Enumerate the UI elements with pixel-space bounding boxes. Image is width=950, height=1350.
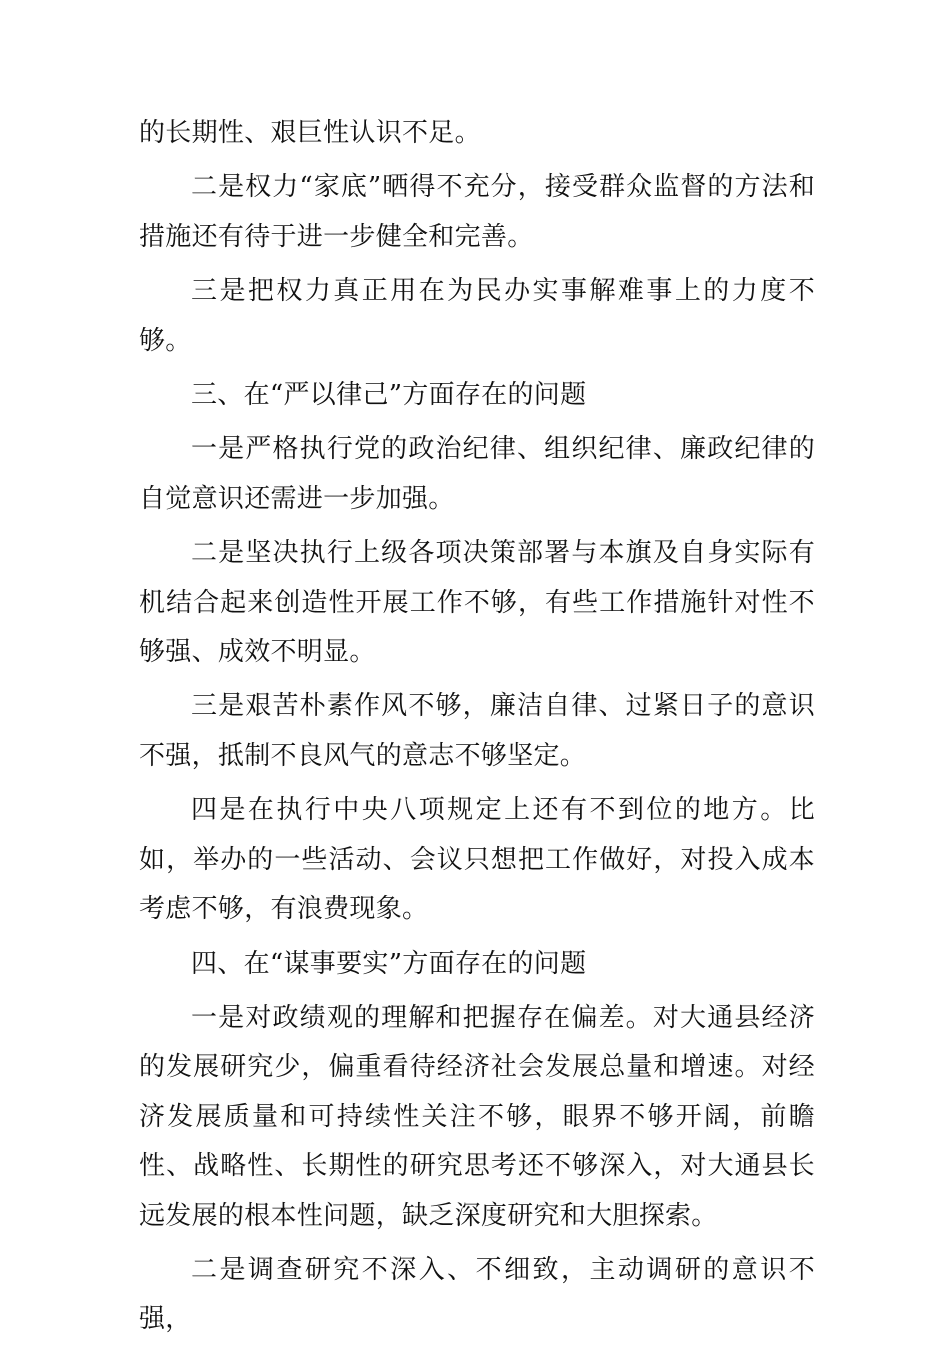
paragraph: 二是坚决执行上级各项决策部署与本旗及自身实际有机结合起来创造性开展工作不够，有些工作措施针对性不够强、成效不明显。: [139, 538, 815, 668]
paragraph: 一是对政绩观的理解和把握存在偏差。对大通县经济的发展研究少，偏重看待经济社会发展总量和增速。对经济发展质量和可持续性关注不够，眼界不够开阔，前瞻性、战略性、长期性的研究思考还不够深入，对大通县长远发展的根本性问题，缺乏深度研究和大胆探索。: [139, 1002, 815, 1231]
document-body: [139, 109, 815, 1350]
paragraph: 三是艰苦朴素作风不够，廉洁自律、过紧日子的意识不强，抵制不良风气的意志不够坚定。: [139, 691, 815, 771]
paragraph: 的长期性、艰巨性认识不足。: [139, 118, 481, 148]
paragraph: 一是严格执行党的政治纪律、组织纪律、廉政纪律的自觉意识还需进一步加强。: [139, 434, 815, 514]
paragraph: 二是权力“家底”晒得不充分，接受群众监督的方法和措施还有待于进一步健全和完善。: [139, 172, 815, 252]
paragraph: 三是把权力真正用在为民办实事解难事上的力度不够。: [139, 276, 815, 356]
paragraph: 四是在执行中央八项规定上还有不到位的地方。比如，举办的一些活动、会议只想把工作做好，对投入成本考虑不够，有浪费现象。: [139, 795, 815, 925]
paragraph: 二是调查研究不深入、不细致，主动调研的意识不强，: [139, 1254, 815, 1335]
section-heading: 四、在“谋事要实”方面存在的问题: [191, 948, 587, 979]
section-heading: 三、在“严以律己”方面存在的问题: [191, 380, 587, 411]
